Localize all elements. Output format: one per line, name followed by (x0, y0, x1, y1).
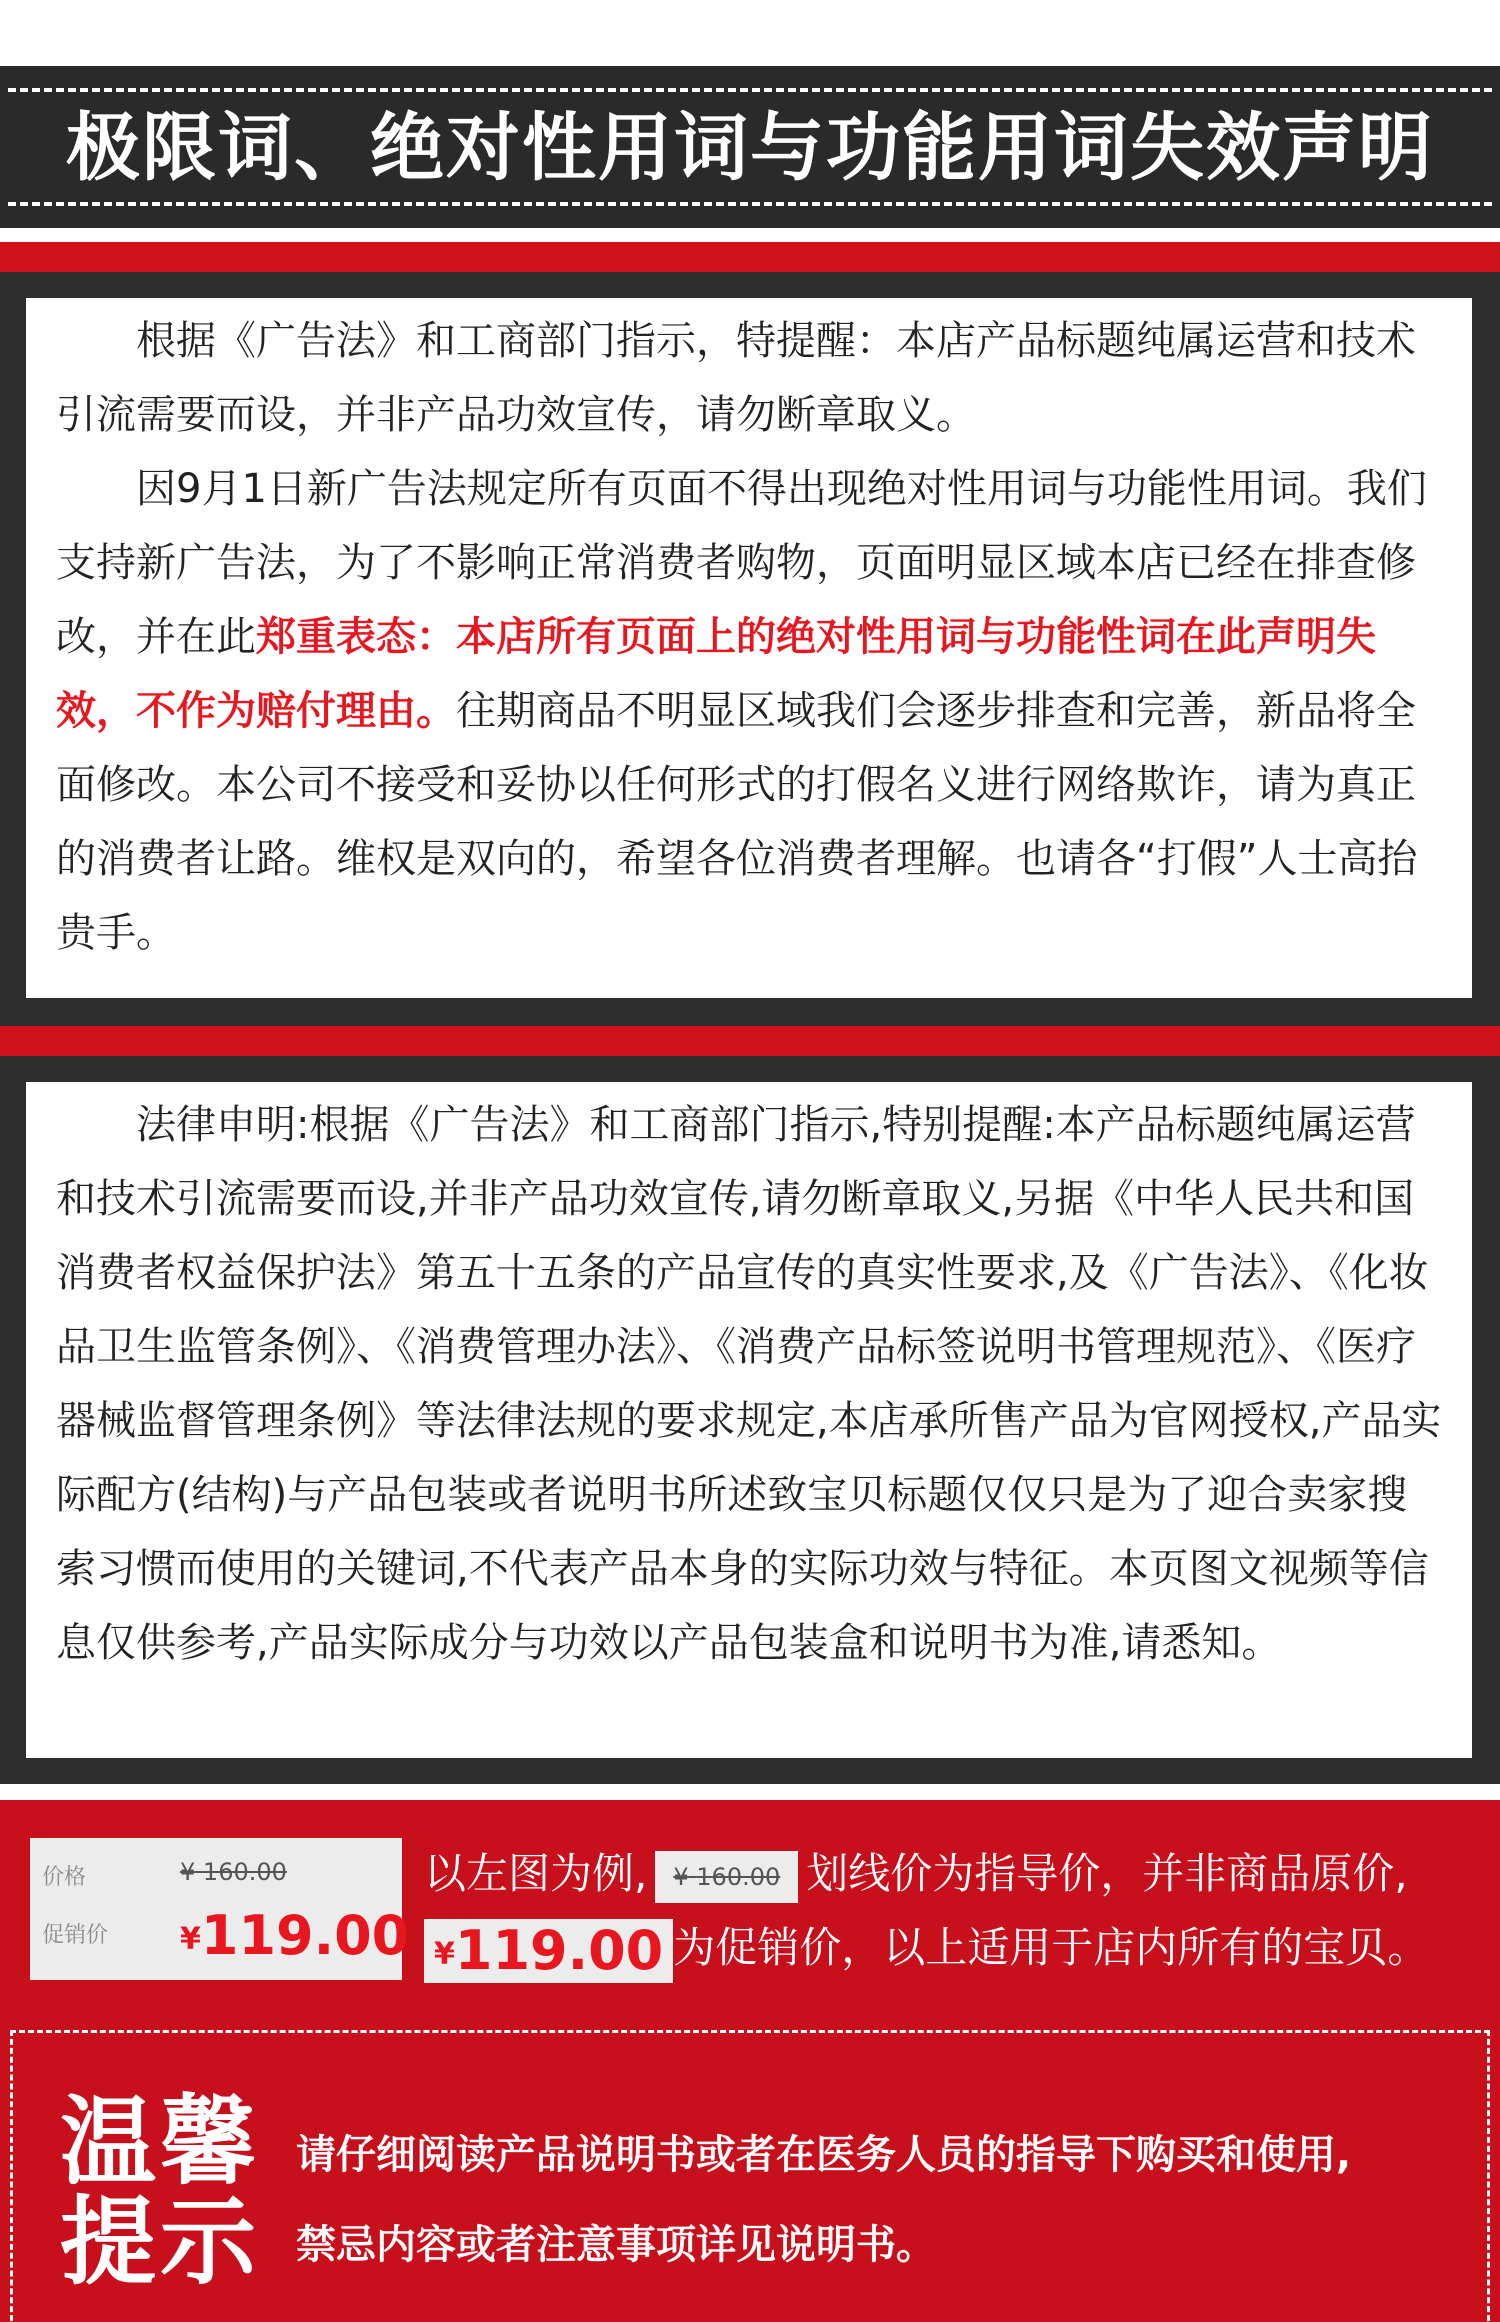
promo-price-chip (424, 1919, 673, 1983)
price-explain-line-2 (424, 1918, 1429, 1983)
currency-symbol: ¥ (180, 1921, 201, 1957)
price-explain-line-1 (424, 1844, 1408, 1904)
dashed-divider (8, 88, 1492, 92)
promo-price-value: 119.00 (200, 1904, 410, 1967)
tips-heading-1: 温馨 (60, 2086, 260, 2198)
original-price (180, 1858, 287, 1886)
red-divider (0, 1026, 1500, 1056)
promo-label: 促销价 (42, 1923, 109, 1948)
notice-paragraph-2 (56, 452, 1442, 970)
legal-paragraph: 法律申明:根据《广告法》和工商部门指示,特别提醒:本产品标题纯属运营和技术引流需要而设,并非产品功效宣传,请勿断章取义,另据《中华人民共和国消费者权益保护法》第五十五条的产品宣传的真实性要求,及《广告法》、《化妆品卫生监管条例》、《消费管理办法》、《消费产品标签说明书管理规范》、《医疗器械监督管理条例》等法律法规的要求规定,本店承所售产品为官网授权,产品实际配方(结构)与产品包装或者说明书所述致宝贝标题仅仅只是为了迎合卖家搜索习惯而使用的关键词,不代表产品本身的实际功效与特征。本页图文视频等信息仅供参考,产品实际成分与功效以产品包装盒和说明书为准,请悉知。 (56, 1102, 1442, 1666)
currency-symbol: ¥ (180, 1858, 196, 1886)
price-card (30, 1838, 410, 1980)
promo-price (180, 1906, 409, 1969)
notice-text: 往期商品不明显区域我们会逐步排查和完善，新品将全面修改。本公司不接受和妥协以任何形式的打假名义进行网络欺诈，请为真正的消费者让路。维权是双向的，希望各位消费者理解。也请各“打假”人士高抬贵手。 (56, 688, 1418, 956)
notice-highlight: 郑重表态：本店所有页面上的绝对性用词与功能性词在此声明失效，不作为赔付理由。 (56, 614, 1376, 734)
explain-text: 以左图为例, (424, 1849, 648, 1898)
title-banner (0, 66, 1500, 228)
red-divider (0, 242, 1500, 272)
price-label: 价格 (42, 1865, 87, 1890)
notice-paragraph-1: 根据《广告法》和工商部门指示，特提醒：本店产品标题纯属运营和技术引流需要而设，并非产品功效宣传，请勿断章取义。 (56, 318, 1416, 438)
notice-text: 因9月1日新广告法规定所有页面不得出现绝对性用词与功能性用词。我们支持新广告法，为了不影响正常消费者购物，页面明显区域本店已经在排查修改，并在此 (56, 466, 1427, 660)
currency-symbol: ¥ (673, 1862, 689, 1891)
explain-text: 划线价为指导价，并非商品原价, (806, 1849, 1408, 1898)
tips-heading-2: 提示 (60, 2186, 260, 2298)
currency-symbol: ¥ (434, 1935, 455, 1971)
original-price-value: 160.00 (202, 1858, 287, 1886)
notice-section (0, 272, 1500, 1026)
legal-section (0, 1056, 1500, 1784)
legal-box (26, 1082, 1472, 1758)
price-example-section (0, 1800, 1500, 2010)
explain-text: 为促销价，以上适用于店内所有的宝贝。 (673, 1923, 1430, 1972)
promo-price-value: 119.00 (454, 1918, 664, 1982)
warm-tips-section (0, 2010, 1500, 2322)
dashed-divider (8, 202, 1492, 206)
tips-text-2: 禁忌内容或者注意事项详见说明书。 (296, 2222, 936, 2268)
tips-text-1: 请仔细阅读产品说明书或者在医务人员的指导下购买和使用, (296, 2132, 1352, 2178)
original-price-chip (655, 1851, 798, 1903)
original-price-value: 160.00 (696, 1862, 781, 1891)
notice-box (26, 298, 1472, 998)
white-divider (0, 1784, 1500, 1800)
page-title: 极限词、绝对性用词与功能用词失效声明 (66, 105, 1434, 191)
